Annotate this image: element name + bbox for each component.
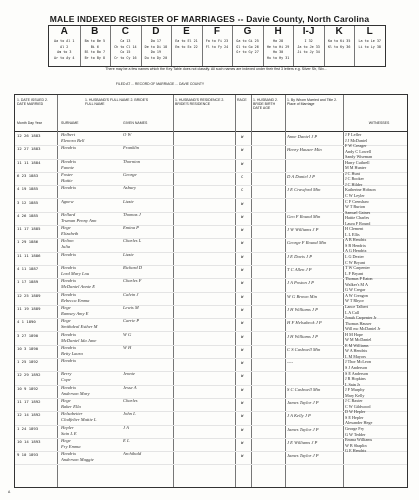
bride-name: McDaniel Annie E — [61, 285, 96, 290]
alphabet-range: Co 15 — [120, 50, 131, 54]
alphabet-column — [110, 26, 142, 66]
race-value: W — [241, 294, 244, 299]
bride-name: Sain L E — [61, 431, 77, 436]
witness-name: C W Gildwood — [345, 403, 371, 409]
ledger-header — [15, 95, 407, 132]
witness-name: H M Hope — [345, 331, 363, 337]
officiant-name: Henry Hauser Min — [287, 148, 322, 153]
officiant-name: J W Williams J P — [287, 228, 319, 233]
witness-name: L F Bryant — [345, 270, 364, 276]
husband-given-name: J A — [123, 425, 129, 430]
witness-name: C F Crenshaw — [345, 198, 369, 204]
husband-given-name: Carrie P — [123, 319, 140, 324]
witness-name: S E Anderson — [345, 370, 369, 376]
husband-surname: Hepler — [61, 425, 74, 430]
alphabet-range: Cr to Cy 16 — [114, 55, 137, 60]
alphabet-range: Ka to Ki 35 — [327, 39, 351, 43]
husband-given-name: Asbury — [123, 186, 137, 191]
officiant-name: Anne Daniel J P — [287, 135, 318, 139]
entry-date: 4 26 1885 — [17, 213, 39, 218]
alphabet-letter: F — [213, 26, 221, 37]
husband-given-name: E L — [123, 438, 130, 443]
witness-name: Andy C Lowell — [345, 148, 372, 154]
witness-name: L L Ellis — [345, 231, 360, 237]
husband-given-name: Charles L — [123, 239, 142, 244]
husband-given-name: Emina P — [123, 226, 139, 231]
husband-given-name: O W — [123, 133, 132, 137]
husband-surname: Hege — [61, 305, 71, 310]
officiant-name: T C Allen J P — [287, 268, 312, 272]
witness-name: W T Burton — [345, 204, 366, 210]
bride-name: Lord Mary Lou — [61, 272, 90, 276]
race-value: C — [241, 174, 244, 179]
alphabet-letter: L — [366, 26, 373, 37]
witness-name: L A Call — [345, 309, 360, 315]
witness-name: Harry Cuthrell — [345, 159, 370, 165]
entry-date: 4 19 1885 — [17, 187, 39, 192]
witness-name: Mary Kelly — [345, 392, 365, 398]
officiant-name: Geo F Round Min — [287, 214, 321, 219]
alphabet-range: I 32 — [304, 39, 313, 43]
entry-date: 10 3 1890 — [17, 346, 39, 351]
alphabet-range: Ea to El 21 — [175, 39, 198, 43]
entry-date: 12 27 1883 — [17, 147, 41, 152]
header-residence: 1. HUSBAND'S RESIDENCE 2. BRIDE'S RESIDENCE — [175, 98, 225, 107]
bride-name: Anderson Mary — [61, 391, 90, 396]
husband-surname: Foster — [61, 172, 73, 177]
husband-surname: Hendrix — [61, 359, 77, 364]
husband-given-name: Franklin — [123, 146, 140, 151]
entry-date: 10 9 1892 — [17, 386, 39, 391]
race-value: W — [241, 374, 244, 379]
witness-name: J F Lefler — [345, 132, 362, 137]
witness-name: J C Booker — [345, 176, 364, 182]
witness-name: George Fry — [345, 425, 365, 431]
husband-surname: Hendrix — [61, 385, 77, 390]
alphabet-letter: G — [243, 26, 252, 37]
alphabet-range: Br to By 8 — [84, 55, 105, 60]
alphabet-letter: D — [152, 26, 160, 37]
alphabet-letter: A — [60, 26, 68, 37]
race-value: W — [241, 268, 244, 272]
alphabet-range: Al 2 — [60, 44, 69, 49]
alphabet-column — [49, 26, 81, 66]
entry-date: 3 27 1890 — [17, 333, 39, 338]
entry-date: 11 19 1889 — [17, 306, 41, 311]
witness-name: J C Hunt — [345, 170, 360, 176]
alphabet-column — [324, 26, 356, 66]
bride-name: Cope — [61, 378, 71, 383]
entry-date: 11 17 1885 — [17, 227, 41, 232]
husband-surname: Hendrix — [61, 252, 77, 257]
race-value: W — [241, 334, 244, 339]
husband-given-name: Charles F — [123, 279, 142, 284]
witness-name: D W Hepler — [345, 409, 366, 415]
alphabet-range: Ga to Gi 25 — [236, 39, 259, 43]
race-value: W — [241, 228, 244, 233]
husband-surname: Hendrix — [61, 452, 77, 457]
race-value: W — [241, 281, 244, 286]
filing-stamp: FILED AT ... RECORD OF MARRIAGE ... DAVIE COUNTY — [115, 82, 205, 86]
witness-name: F W Creager — [345, 143, 367, 149]
officiant-name: J E Davis J P — [287, 254, 313, 259]
alphabet-range: De to Di 18 — [144, 44, 168, 49]
alphabet-range: La to Le 37 — [358, 39, 381, 43]
husband-surname: Hendrix — [61, 345, 77, 350]
officiant-name: George F Round Min — [287, 241, 327, 246]
race-value: W — [241, 241, 244, 246]
witness-name: L Sain Jr — [345, 381, 360, 387]
header-month-day-year: Month Day Year — [17, 121, 42, 125]
race-value: W — [241, 347, 244, 352]
husband-given-name: Jennie — [123, 372, 135, 377]
witness-name: L M Mayors — [345, 353, 367, 359]
witness-name: L G Dexter — [345, 254, 364, 260]
officiant-name: J E Crawford Min — [287, 188, 321, 193]
alphabet-column — [232, 26, 264, 66]
alphabet-range: Ji to Jy 34 — [297, 50, 320, 54]
alphabet-range: Du to Dy 20 — [144, 55, 168, 60]
husband-surname: Hendrix — [61, 266, 77, 270]
officiant-name: D A Daniel J P — [287, 174, 315, 179]
bride-name: Truman Penny Ann — [61, 218, 97, 223]
alphabet-range: Fa to Fi 23 — [205, 39, 229, 43]
witness-name: J C Hilder — [345, 181, 363, 187]
entry-date: 1 24 1893 — [17, 426, 39, 431]
witness-name: G E Hendrix — [345, 448, 367, 454]
witness-name: C W Leyler — [345, 193, 365, 199]
witness-name: G W Tedder — [345, 431, 366, 437]
entry-date: 3 12 1885 — [17, 200, 39, 205]
alphabet-range: Kl to Ky 36 — [327, 44, 351, 49]
witness-column — [345, 132, 411, 454]
bride-name: Elizabeth — [61, 232, 79, 237]
witness-name: A G Hendrix — [345, 248, 367, 254]
officiant-name: J A Kelly J P — [287, 414, 311, 419]
entry-date: 12 29 1892 — [17, 373, 41, 378]
witness-name: Thomas Hauser — [345, 320, 372, 326]
husband-surname: Hendrix — [61, 146, 77, 151]
witness-name: S E Hepler — [345, 414, 364, 420]
alphabet-column — [202, 26, 234, 66]
husband-surname: Hege — [61, 399, 71, 403]
witness-name: W M McDaniel — [345, 337, 372, 343]
alphabet-range: Ca 13 — [120, 39, 131, 43]
husband-given-name: Charles — [123, 399, 138, 403]
bride-name: Fannie — [61, 165, 75, 170]
officiant-name: James Taylor J P — [287, 401, 319, 405]
header-date: 1. DATE ISSUED 2. DATE MARRIED — [17, 98, 48, 107]
race-value: W — [241, 427, 244, 432]
bride-name: Hattie — [61, 178, 73, 183]
race-value: W — [241, 401, 244, 405]
officiant-name: James Taylor J P — [287, 427, 319, 432]
husband-surname: Agnew — [61, 199, 74, 204]
alphabet-range: Da 17 — [150, 39, 161, 43]
entry-date: 6 23 1883 — [17, 173, 39, 178]
alphabet-range: Gr to Gy 27 — [236, 50, 259, 54]
race-value: W — [241, 387, 244, 392]
witness-name: T W Carpenter — [345, 265, 370, 271]
header-husband-bride: 1. HUSBAND'S FULL NAME 2. BRIDE'S FULL NAME — [85, 98, 149, 107]
husband-given-name: Archibald — [123, 452, 142, 457]
witness-name: J C Baxter — [345, 398, 363, 404]
officiant-name: C S Cashwell Min — [287, 347, 321, 352]
witness-name: Samuel Gaines — [345, 209, 371, 215]
witness-name: J F Murphy — [345, 387, 365, 393]
alphabet-column — [80, 26, 112, 66]
entry-date: 12 14 1892 — [17, 413, 41, 418]
entry-date: 12 26 1883 — [17, 134, 41, 138]
officiant-name: J E Williams J P — [287, 440, 318, 445]
header-witnesses: WITNESSES — [368, 121, 390, 125]
alphabet-range: Ar to Ay 4 — [54, 55, 75, 60]
bride-name: Fry Emma — [61, 444, 81, 449]
witness-name: J R Hopkins — [345, 376, 366, 382]
witness-name: Laura F Round — [345, 220, 371, 226]
husband-surname: Helbert — [61, 133, 76, 137]
race-value: W — [241, 254, 244, 259]
husband-surname: Hellard — [61, 212, 76, 217]
race-value: W — [241, 321, 244, 326]
entry-date: 11 11 1884 — [17, 160, 41, 165]
bride-name: Betty Laura — [61, 351, 83, 356]
alphabet-letter: C — [121, 26, 129, 37]
husband-given-name: Jesse A — [123, 385, 137, 390]
entry-date: 11 11 1886 — [17, 253, 41, 258]
alphabet-range: Ba to Be 5 — [84, 39, 105, 43]
officiant-name: ---- — [287, 361, 294, 366]
husband-surname: Hendrix — [61, 279, 77, 284]
alphabet-range: Am to 3 — [57, 50, 72, 54]
race-value: W — [241, 454, 244, 459]
race-value: W — [241, 307, 244, 312]
witness-name: A W Creagon — [345, 292, 368, 298]
alphabet-letter: K — [335, 26, 343, 37]
bride-name: Elenora Bell — [61, 139, 85, 143]
husband-surname: Helsabetter — [61, 412, 83, 417]
bride-name: Rebecca Emma — [61, 298, 90, 303]
race-value: W — [241, 148, 244, 153]
husband-given-name: Richard D — [123, 266, 143, 270]
witness-name: Jonah Carpenter Jr — [345, 315, 377, 321]
officiant-name: J H Williams J P — [287, 307, 318, 312]
entry-date: 4 1 1890 — [17, 320, 36, 325]
witness-name: Emma Williams — [345, 437, 373, 443]
witness-name: Walker's M A — [345, 281, 368, 287]
alphabet-range: Ja to Je 33 — [297, 44, 320, 49]
officiant-name: J H Williams J P — [287, 334, 318, 339]
witness-name: E M Williams — [345, 342, 369, 348]
header-given-names: GIVEN NAMES — [123, 121, 148, 125]
husband-surname: Hege — [61, 319, 71, 324]
entry-date: 12 25 1889 — [17, 293, 41, 298]
witness-name: Hattie Charles — [345, 215, 370, 221]
husband-surname: Hege — [61, 226, 71, 231]
alphabet-range: Aa to Al 1 — [54, 39, 75, 43]
alphabet-range: Bi 6 — [90, 44, 99, 49]
key-table-note: There may be a few names which the Key Table does not classify. All such names are indexed under their first 3 letters e.g. Silver Sh, Silv... — [105, 67, 327, 71]
bride-name: Ramsey Amy E — [61, 311, 89, 316]
entry-date: 10 14 1893 — [17, 439, 41, 444]
alphabet-letter: B — [91, 26, 99, 37]
officiant-name: James Taylor J P — [287, 454, 319, 459]
alphabet-column — [354, 26, 385, 66]
alphabet-column — [263, 26, 295, 66]
alphabet-range: Gl to Go 26 — [236, 44, 259, 49]
husband-given-name: Lewis M — [123, 305, 139, 310]
witness-name: C W Bryant — [345, 259, 366, 265]
bride-name: Julia — [61, 245, 71, 250]
alphabet-range: Ho 30 — [272, 50, 284, 54]
alphabet-range: Bl to Bo 7 — [84, 50, 105, 54]
race-value: W — [241, 201, 244, 206]
alphabet-range: Hu to Hy 31 — [266, 55, 290, 60]
witness-name: Will mc McDaniel Jr — [345, 326, 381, 332]
entry-date: 1 29 1886 — [17, 240, 39, 245]
alphabet-letter: E — [183, 26, 190, 37]
alphabet-key-table — [48, 25, 386, 67]
witness-name: Thomas P Eaton — [345, 276, 373, 282]
husband-surname: Hege — [61, 438, 71, 443]
bride-name: Anderson Maggie — [61, 458, 94, 463]
husband-given-name: George — [123, 172, 137, 177]
husband-surname: Hendrix — [61, 332, 77, 337]
witness-name: W T Rhyor — [345, 298, 364, 304]
alphabet-range: Li to Ly 38 — [358, 44, 381, 49]
alphabet-range: Do 19 — [150, 50, 161, 54]
alphabet-range: Fl to Fy 24 — [205, 44, 229, 49]
register-title: MALE INDEXED REGISTER OF MARRIAGES -- Davie County, North Carolina — [49, 14, 370, 24]
witness-name: Alexander Hege — [345, 420, 373, 426]
alphabet-column — [171, 26, 203, 66]
alphabet-range: He to Hi 29 — [266, 44, 290, 49]
entry-date: 4 11 1887 — [17, 267, 39, 271]
header-age: 1. HUSBAND 2. BRIDE BIRTH DATE AGE — [253, 98, 278, 111]
officiant-name: H F Helsabeck J P — [287, 321, 322, 326]
witness-name: M M Hunter — [345, 165, 367, 171]
officiant-name: J A Poston J P — [287, 281, 314, 286]
race-value: W — [241, 135, 244, 139]
husband-surname: Hendrix — [61, 186, 77, 191]
witness-name: W B Shaplin — [345, 442, 367, 448]
officiant-name: W G Brown Min — [287, 294, 318, 299]
bride-name: McDaniel Ida Jane — [61, 338, 97, 343]
alphabet-column — [141, 26, 173, 66]
husband-surname: Hendrix — [61, 159, 77, 164]
witness-name: J J McDaniel — [345, 137, 368, 143]
alphabet-range: Ha 28 — [272, 39, 284, 43]
bride-name: Clodfelter Mattie L — [61, 418, 97, 423]
witness-name: H Clement — [345, 226, 364, 232]
husband-given-name: Lizzie — [123, 252, 134, 257]
entry-date: 11 17 1892 — [17, 400, 41, 404]
alphabet-column — [293, 26, 325, 66]
header-officiant: 1. By Whom Married and Title 2. Place of Marriage — [287, 98, 337, 107]
husband-given-name: Thornton — [123, 159, 141, 164]
race-value: W — [241, 161, 244, 166]
husband-surname: Helton — [61, 239, 74, 244]
alphabet-letter: H — [274, 26, 282, 37]
husband-given-name: W H — [123, 345, 132, 350]
witness-name: J Thor McLeon — [345, 359, 371, 365]
witness-name: S B Hendrix — [345, 242, 366, 248]
husband-given-name: Lizzie — [123, 199, 134, 204]
header-race: RACE — [237, 98, 247, 102]
race-value: C — [241, 188, 244, 193]
bride-name: Smithdeal Esther M — [61, 325, 98, 330]
race-value: W — [241, 414, 244, 419]
entry-date: 1 17 1889 — [17, 280, 39, 285]
entry-date: 9 10 1893 — [17, 453, 39, 458]
race-value: W — [241, 440, 244, 445]
officiant-name: S C Cashwell Min — [287, 387, 321, 392]
bride-name: Baker Ella — [61, 405, 81, 409]
husband-given-name: W G — [123, 332, 132, 337]
alphabet-range: Ch to Cl 14 — [114, 44, 137, 49]
header-surname: SURNAME — [61, 121, 79, 125]
husband-surname: Berry — [61, 372, 72, 377]
race-value: W — [241, 214, 244, 219]
witness-name: W A Hendrix — [345, 348, 368, 354]
witness-name: A B Hendrix — [345, 237, 367, 243]
husband-surname: Hendrix — [61, 292, 77, 297]
alphabet-range: Em to Ex 22 — [175, 44, 198, 49]
witness-name: Lance Talbert — [345, 303, 368, 309]
alphabet-letter: I-J — [302, 26, 315, 37]
husband-given-name: John L — [123, 412, 136, 417]
witness-name: G W Cregar — [345, 287, 366, 293]
witness-name: Sandy Wiseman — [345, 154, 373, 160]
race-value: W — [241, 361, 244, 366]
entry-date: 1 25 1892 — [17, 360, 39, 365]
husband-given-name: Calvin J — [123, 292, 139, 297]
witness-name: Katherine Hobson — [345, 187, 376, 193]
witness-name: S J Anderson — [345, 364, 368, 370]
page-footer-mark: A — [8, 490, 11, 494]
marriage-ledger — [14, 94, 408, 488]
husband-given-name: Thomas J — [123, 212, 141, 217]
